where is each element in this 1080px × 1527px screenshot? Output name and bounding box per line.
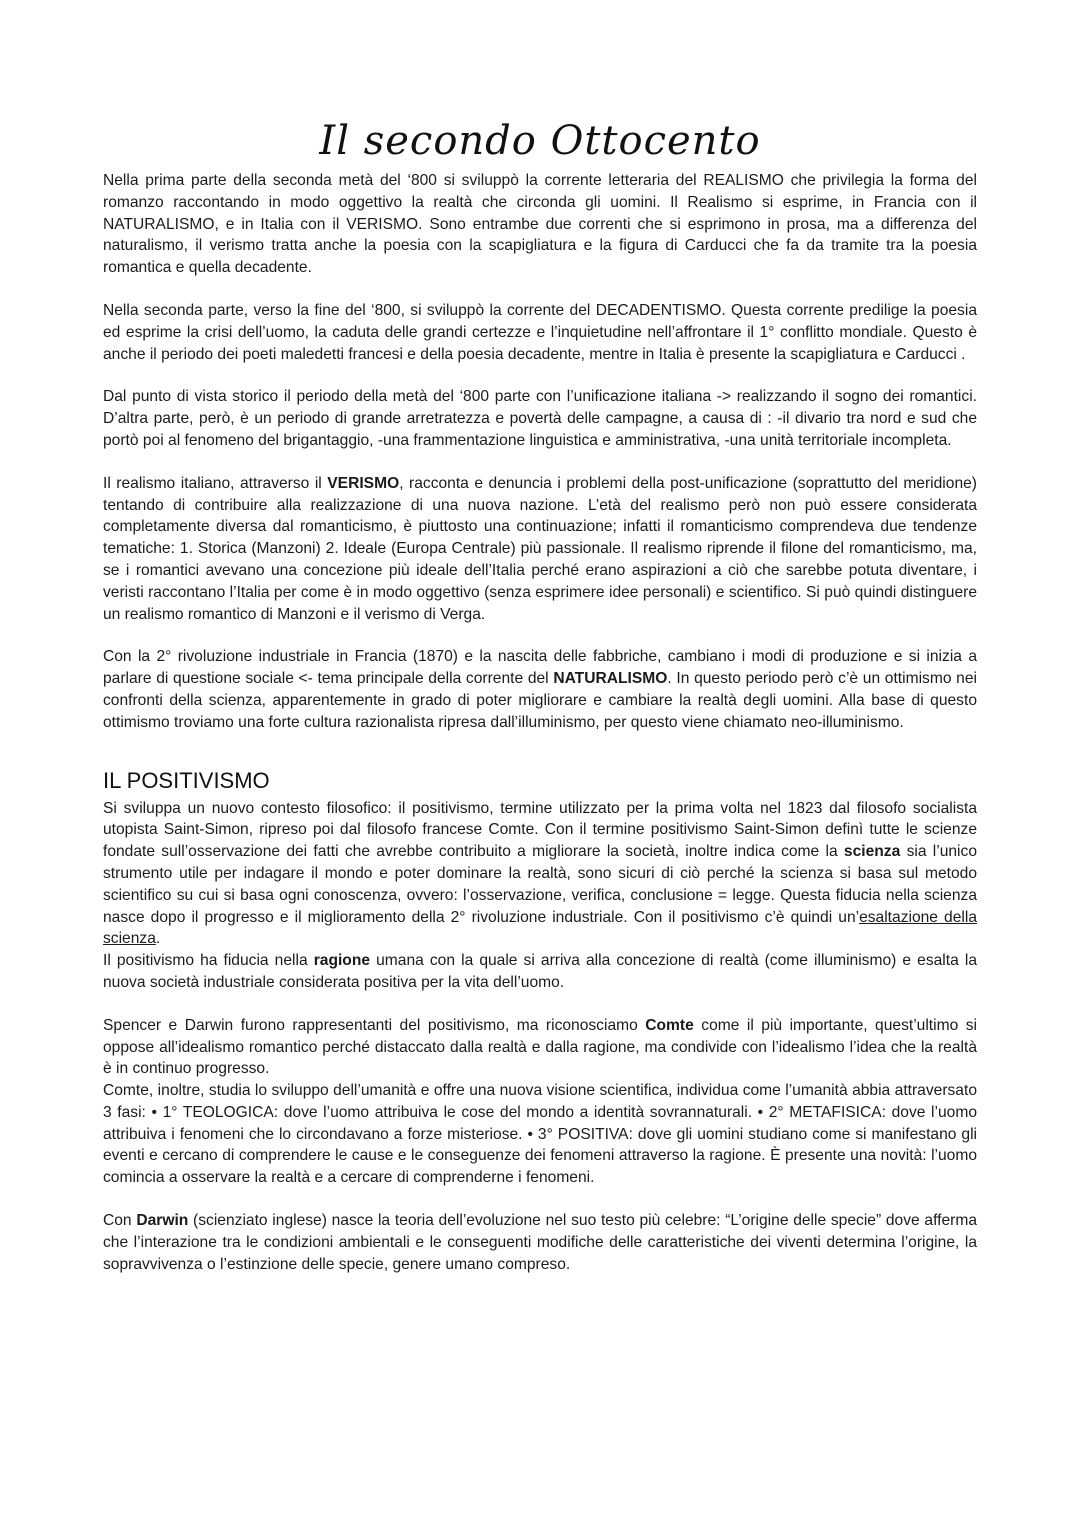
paragraph-realismo: Nella prima parte della seconda metà del ‘800 si sviluppò la corrente letteraria del REALISMO che privilegia la forma del romanzo raccontando in modo oggettivo la realtà che circonda gli uomini. Il Realismo si esprime, in Francia con il NATURALISMO, e in Italia con il VERISMO. Sono entrambe due correnti che si esprimono in prosa, ma a differenza del naturalismo, il verismo tratta anche la poesia con la scapigliatura e la figura di Carducci che fa da tramite tra la poesia romantica e quella decadente. — [103, 172, 977, 277]
bold-term-scienza: scienza — [843, 843, 901, 861]
paragraph-naturalismo — [103, 646, 977, 733]
text-run: . — [155, 930, 161, 948]
text-run: Si sviluppa un nuovo contesto filosofico: il positivismo, termine utilizzato per la prima volta nel 1823 dal filosofo socialista utopista Saint-Simon, ripreso poi dal filosofo francese Comte. Con il termine positivismo Saint-Simon definì tutte le scienze fondate sull’osservazione dei fatti che avrebbe contribuito a migliorare la società, inoltre indica come la — [103, 799, 977, 861]
bold-term-naturalismo: NATURALISMO — [553, 670, 668, 688]
text-run: . In questo periodo però c’è un ottimismo nei confronti della scienza, apparentemente in grado di poter migliorare e cambiare la realtà degli uomini. Alla base di questo ottimismo troviamo una forte cultura razionalista ripresa dall’illuminismo, per questo viene chiamato neo-illuminismo. — [103, 670, 977, 731]
paragraph-decadentismo: Nella seconda parte, verso la fine del ‘800, si sviluppò la corrente del DECADENTISMO. Questa corrente predilige la poesia ed esprime la crisi dell’uomo, la caduta delle grandi certezze e l’inquietudine nell’affrontare il 1° conflitto mondiale. Questo è anche il periodo dei poeti maledetti francesi e della poesia decadente, mentre in Italia è presente la scapigliatura e Carducci . — [103, 301, 977, 363]
bold-term-comte: Comte — [645, 1016, 694, 1034]
text-run: come il più importante, quest’ultimo si oppose all’idealismo romantico perché distaccato dalla realtà e dalla ragione, ma condivide con l’idealismo l’idea che la realtà è in continuo progresso. — [103, 1016, 977, 1078]
bold-term-darwin: Darwin — [136, 1212, 189, 1230]
text-run: Spencer e Darwin furono rappresentanti del positivismo, ma riconosciamo — [103, 1016, 646, 1034]
paragraph-storico: Dal punto di vista storico il periodo della metà del ‘800 parte con l’unificazione italiana -> realizzando il sogno dei romantici. D’altra parte, però, è un periodo di grande arretratezza e povertà delle campagne, a causa di : -il divario tra nord e sud che portò poi al fenomeno del brigantaggio, -una frammentazione linguistica e amministrativa, -una unità territoriale incompleta. — [103, 388, 977, 449]
paragraph-fasi: Comte, inoltre, studia lo sviluppo dell’umanità e offre una nuova visione scientifica, individua come l’umanità abbia attraversato 3 fasi: • 1° TEOLOGICA: dove l’uomo attribuiva le cose del mondo a identità sovrannaturali. • 2° METAFISICA: dove l’uomo attribuiva i fenomeni che lo circondavano a forze misteriose. • 3° POSITIVA: dove gli uomini studiano come si manifestano gli eventi e cercano di comprendere le cause e le conseguenze dei fenomeni attraverso la ragione. È presente una novità: l’uomo comincia a osservare la realtà e a cercare di comprenderne i fenomeni. — [103, 1082, 977, 1187]
underlined-phrase: esaltazione della scienza — [103, 908, 977, 948]
bold-term-verismo: VERISMO — [327, 474, 400, 492]
paragraph-verismo — [103, 473, 977, 626]
text-run: Con la 2° rivoluzione industriale in Francia (1870) e la nascita delle fabbriche, cambiano i modi di produzione e si inizia a parlare di questione sociale <- tema principale della corrente del — [103, 648, 977, 688]
section-heading-positivismo: IL POSITIVISMO — [103, 767, 270, 793]
text-run: (scienziato inglese) nasce la teoria dell’evoluzione nel suo testo più celebre: “L’origine delle specie” dove afferma che l’interazione tra le condizioni ambientali e le conseguenti modifiche delle caratteristiche dei viventi determina l’origine, la sopravvivenza o l’estinzione delle specie, genere umano compreso. — [103, 1212, 977, 1273]
paragraph-comte — [103, 1015, 977, 1080]
text-run: , racconta e denuncia i problemi della post-unificazione (soprattutto del meridione) tentando di contribuire alla realizzazione di una nuova nazione. L’età del realismo però non può essere considerata completamente diversa dal romanticismo, è piuttosto una continuazione; infatti il romanticismo comprendeva due tendenze tematiche: 1. Storica (Manzoni) 2. Ideale (Europa Centrale) più passionale. Il realismo riprende il filone del romanticismo, ma, se i romantici avevano una concezione più ideale dell’Italia perché erano aspirazioni a ciò che sarebbe potuta diventare, i veristi raccontano l’Italia per come è in modo oggettivo (senza esprimere idee personali) e scientifico. Si può quindi distinguere un realismo romantico di Manzoni e il verismo di Verga. — [103, 474, 977, 623]
page-title: Il secondo Ottocento — [319, 118, 761, 164]
text-run: Il positivismo ha fiducia nella — [103, 952, 314, 970]
text-run: Il realismo italiano, attraverso il — [103, 474, 328, 492]
document-page — [103, 118, 977, 1275]
paragraph-positivismo — [103, 798, 977, 951]
paragraph-ragione — [103, 950, 977, 994]
paragraph-darwin — [103, 1210, 977, 1275]
text-run: Con — [103, 1212, 137, 1230]
text-run: umana con la quale si arriva alla concezione di realtà (come illuminismo) e esalta la nuova società industriale considerata positiva per la vita dell’uomo. — [103, 952, 977, 991]
text-run: sia l’unico strumento utile per indagare il mondo e poter dominare la realtà, sono sicuri di ciò perché la scienza si basa sul metodo scientifico su cui si basa ogni conoscenza, ovvero: l’osservazione, verifica, conclusione = legge. Questa fiducia nella scienza nasce dopo il progresso e il miglioramento della 2° rivoluzione industriale. Con il positivismo c’è quindi un’ — [103, 843, 977, 926]
bold-term-ragione: ragione — [313, 952, 371, 970]
